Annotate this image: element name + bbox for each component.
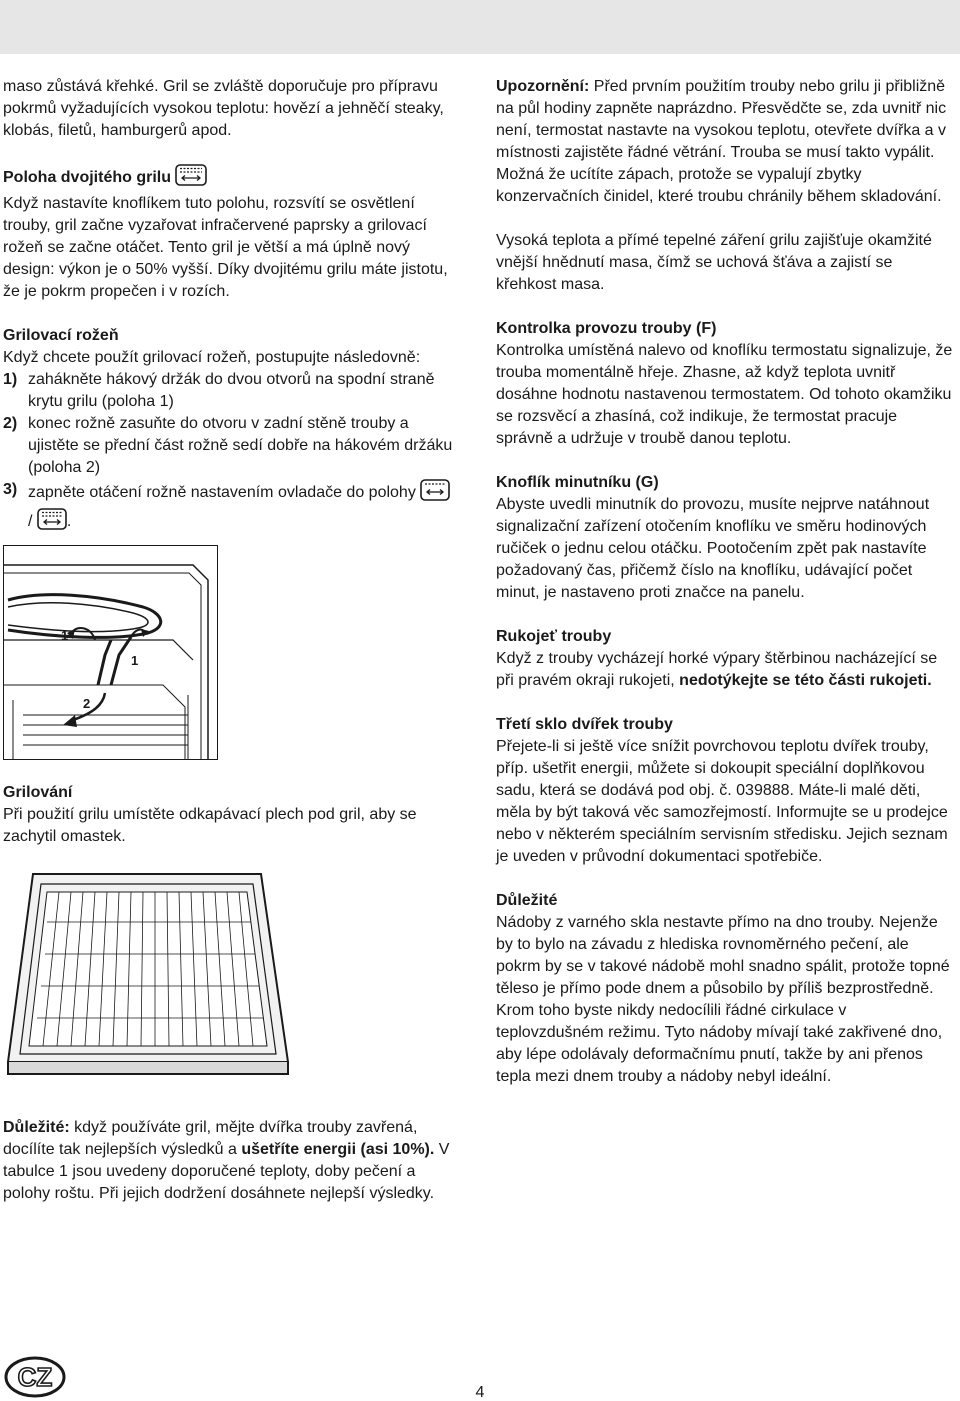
cz-language-badge bbox=[4, 1355, 66, 1399]
figure-label-2: 2 bbox=[83, 696, 91, 711]
rotisserie-steps bbox=[3, 369, 458, 537]
step-number: 3) bbox=[3, 481, 18, 498]
top-header-bar bbox=[0, 0, 960, 54]
intro-section bbox=[3, 76, 458, 142]
intro-text: maso zůstává křehké. Gril se zvláště doporučuje pro přípravu pokrmů vyžadujících vysokou teplotu: hovězí a jehněčí steaky, klobás, filetů, hamburgerů apod. bbox=[3, 78, 444, 139]
drip-tray-illustration bbox=[3, 862, 293, 1087]
right-column bbox=[496, 76, 956, 1110]
important-text-3: V tabulce 1 jsou uvedeny doporučené teploty, doby pečení a polohy roštu. Při jejich dodržení dosáhnete nejlepší výsledky. bbox=[3, 1141, 450, 1202]
rotisserie-section bbox=[3, 325, 458, 760]
handle-body: Když z trouby vycházejí horké výpary štěrbinou nacházející se při pravém okraji rukojeti, bbox=[496, 650, 938, 689]
left-column bbox=[3, 76, 458, 1227]
warning-text bbox=[496, 76, 956, 208]
high-temp-text: Vysoká teplota a přímé tepelné záření grilu zajišťuje okamžité vnější hnědnutí masa, čímž se uchová šťáva a zajistí se křehkost masa. bbox=[496, 232, 932, 293]
figure-label-1b: 1 bbox=[131, 653, 139, 668]
step-text: zapněte otáčení rožně nastavením ovladače do polohy bbox=[28, 484, 416, 501]
double-grill-rotisserie-icon bbox=[37, 508, 67, 537]
grilling-heading: Grilování bbox=[3, 784, 73, 801]
important-bold-energy: ušetříte energii (asi 10%). bbox=[241, 1141, 435, 1158]
important-text-1: když používáte gril, mějte dvířka trouby zavřená, docílíte tak nejlepších výsledků a bbox=[3, 1119, 418, 1158]
step-text: zahákněte hákový držák do dvou otvorů na spodní straně krytu grilu (poloha 1) bbox=[28, 371, 435, 410]
icon-separator: / bbox=[28, 513, 37, 530]
step-text: konec rožně zasuňte do otvoru v zadní stěně trouby a ujistěte se přední část rožně sedí dobře na hákovém držáku (poloha 2) bbox=[28, 415, 453, 476]
handle-text bbox=[496, 648, 956, 692]
warning-section bbox=[496, 76, 956, 208]
handle-heading: Rukojeť trouby bbox=[496, 628, 612, 645]
important-heading: Důležité bbox=[496, 892, 558, 909]
timer-section bbox=[496, 472, 956, 604]
warning-label: Upozornění: bbox=[496, 78, 590, 95]
third-glass-section bbox=[496, 714, 956, 868]
important-label: Důležité: bbox=[3, 1119, 70, 1136]
rotisserie-step-3 bbox=[3, 479, 458, 537]
rotisserie-illustration bbox=[3, 545, 218, 760]
figure-label-1a: 1 bbox=[61, 628, 69, 643]
double-grill-heading bbox=[3, 164, 458, 193]
rotisserie-heading: Grilovací rožeň bbox=[3, 327, 119, 344]
grilling-section bbox=[3, 782, 458, 1087]
third-glass-text: Přejete-li si ještě více snížit povrchovou teplotu dvířek trouby, příp. ušetřit energii, můžete si dokoupit speciální doplňkovou sadu, která se dodává pod obj. č. 039888. Máte-li malé děti, měla by být taková věc samozřejmostí. Informujte se u prodejce nebo v některém speciálním servisním středisku. Jejich seznam je uveden v průvodní dokumentaci spotřebiče. bbox=[496, 738, 948, 865]
cz-badge-text: CZ bbox=[17, 1362, 53, 1392]
handle-section bbox=[496, 626, 956, 692]
page-number: 4 bbox=[475, 1384, 485, 1401]
double-grill-section bbox=[3, 164, 458, 303]
double-grill-text-2: Tento gril je větší a má úplně nový design: výkon je o 50% vyšší. Díky dvojitému grilu máte jistotu, že je pokrm propečen i v rozích. bbox=[3, 239, 448, 300]
timer-text: Abyste uvedli minutník do provozu, musíte nejprve natáhnout signalizační zařízení otočením knoflíku ve směru hodinových ručiček o jednu celou otáčku. Pootočením zpět pak nastavíte požadovaný čas, přičemž číslo na knoflíku, udávající počet minut, je nastaveno proti značce na panelu. bbox=[496, 496, 930, 601]
warning-body: Před prvním použitím trouby nebo grilu ji přibližně na půl hodiny zapněte naprázdno. Přesvědčte se, zda uvnitř nic není, termostat nastavte na vysokou teplotu, otevřete dvířka a v místnosti zajistěte řádné větrání. Trouba se musí takto vypálit. Možná že ucítíte zápach, protože se vypalují zbytky konzervačních činidel, které troubu chránily během skladování. bbox=[496, 78, 947, 205]
step-number: 2) bbox=[3, 415, 18, 432]
grilling-text: Při použití grilu umístěte odkapávací plech pod gril, aby se zachytil omastek. bbox=[3, 806, 417, 845]
grill-rotisserie-icon bbox=[420, 479, 450, 508]
oven-light-heading: Kontrolka provozu trouby (F) bbox=[496, 320, 717, 337]
rotisserie-step-1 bbox=[3, 369, 458, 413]
timer-heading: Knoflík minutníku (G) bbox=[496, 474, 659, 491]
handle-warning-bold: nedotýkejte se této části rukojeti. bbox=[679, 672, 932, 689]
double-grill-text-1: Když nastavíte knoflíkem tuto polohu, rozsvítí se osvětlení trouby, gril začne vyzařovat infračervené paprsky a grilovací rožeň se začne otáčet. bbox=[3, 195, 427, 256]
important-grill-section bbox=[3, 1117, 458, 1205]
step-text-end: . bbox=[66, 513, 72, 530]
third-glass-heading: Třetí sklo dvířek trouby bbox=[496, 716, 673, 733]
rotisserie-step-2 bbox=[3, 413, 458, 479]
oven-light-text: Kontrolka umístěná nalevo od knoflíku termostatu signalizuje, že trouba momentálně hřeje. Zhasne, až když teplota uvnitř dosáhne hodnotu nastavenou termostatem. Od tohoto okamžiku se rozsvěcí a zhasíná, což indikuje, že termostat pracuje správně a udržuje v troubě danou teplotu. bbox=[496, 342, 953, 447]
double-grill-heading-text: Poloha dvojitého grilu bbox=[3, 169, 171, 186]
step-number: 1) bbox=[3, 371, 18, 388]
double-grill-text bbox=[3, 193, 458, 303]
important-grill-text bbox=[3, 1117, 458, 1205]
oven-light-section bbox=[496, 318, 956, 450]
important-text: Nádoby z varného skla nestavte přímo na dno trouby. Nejenže by to bylo na závadu z hlediska rovnoměrného pečení, ale pokrm by se v takové nádobě mohl snadno spálit, protože topné těleso je přímo pode dnem a působilo by příliš bezprostředně. Krom toho byste nikdy nedocílili řádné cirkulace v teplovzdušném režimu. Tyto nádoby mívají také zakřivené dno, aby lépe odolávaly deformačnímu pnutí, takže by ani přenos tepla mezi dnem trouby a nádoby nebyl ideální. bbox=[496, 914, 950, 1085]
rotisserie-intro: Když chcete použít grilovací rožeň, postupujte následovně: bbox=[3, 349, 421, 366]
double-grill-icon bbox=[175, 164, 207, 193]
important-glass-section bbox=[496, 890, 956, 1088]
high-temp-section bbox=[496, 230, 956, 296]
